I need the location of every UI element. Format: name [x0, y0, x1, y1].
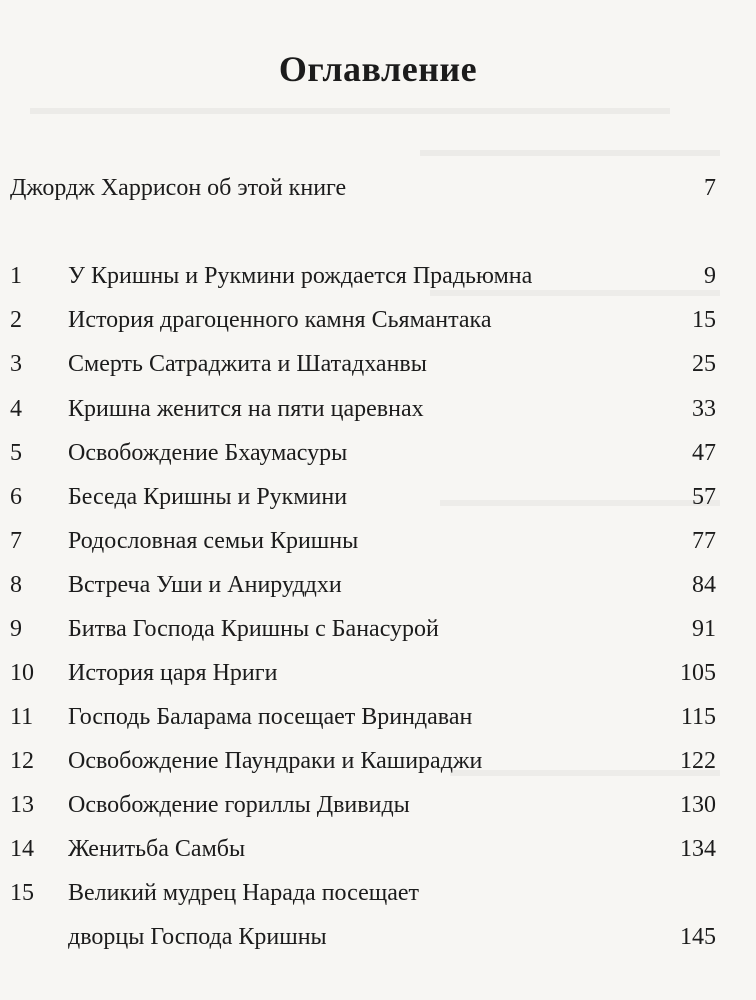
toc-entry-title: Джордж Харрисон об этой книге [10, 175, 347, 201]
toc-entry-number: 15 [10, 880, 34, 906]
toc-entry-number: 8 [10, 572, 22, 598]
toc-entry-number: 9 [10, 616, 22, 642]
toc-row[interactable] [0, 344, 756, 384]
toc-entry-number: 2 [10, 307, 22, 333]
toc-entry-title: Беседа Кришны и Рукмини [68, 484, 348, 510]
toc-entry-title: Освобождение гориллы Двивиды [68, 792, 410, 818]
toc-row[interactable] [0, 389, 756, 429]
toc-entry-title: Освобождение Паундраки и Кашираджи [68, 748, 483, 774]
toc-entry-title: Встреча Уши и Анируддхи [68, 572, 342, 598]
toc-entry-title: Освобождение Бхаумасуры [68, 440, 348, 466]
toc-entry-page: 91 [692, 616, 716, 642]
toc-row[interactable] [0, 785, 756, 825]
toc-entry-number: 4 [10, 396, 22, 422]
toc-entry-number: 10 [10, 660, 34, 686]
toc-entry-number: 11 [10, 704, 34, 730]
toc-row[interactable] [0, 256, 756, 296]
toc-entry-title-continuation: дворцы Господа Кришны [68, 924, 327, 950]
toc-row[interactable] [0, 521, 756, 561]
toc-row-continuation[interactable] [0, 917, 756, 957]
toc-row[interactable] [0, 565, 756, 605]
toc-entry-page: 57 [692, 484, 716, 510]
toc-row[interactable] [0, 697, 756, 737]
toc-entry-page: 25 [692, 351, 716, 377]
toc-row[interactable] [0, 609, 756, 649]
toc-entry-number: 6 [10, 484, 22, 510]
toc-row[interactable] [0, 477, 756, 517]
toc-row[interactable] [0, 433, 756, 473]
toc-entry-number: 5 [10, 440, 22, 466]
toc-entry-page: 33 [692, 396, 716, 422]
toc-row[interactable] [0, 829, 756, 869]
toc-entry-page: 145 [680, 924, 716, 950]
toc-entry-title: История драгоценного камня Сьямантака [68, 307, 492, 333]
toc-row[interactable] [0, 741, 756, 781]
toc-entry-title: Родословная семьи Кришны [68, 528, 359, 554]
toc-entry-title: Женитьба Самбы [68, 836, 246, 862]
toc-entry-page: 7 [704, 175, 716, 201]
page-title: Оглавление [278, 49, 478, 89]
toc-entry-page: 105 [680, 660, 716, 686]
toc-entry-page: 47 [692, 440, 716, 466]
toc-entry-number: 13 [10, 792, 34, 818]
toc-row[interactable] [0, 300, 756, 340]
toc-entry-number: 3 [10, 351, 22, 377]
toc-entry-title: История царя Нриги [68, 660, 278, 686]
toc-entry-page: 77 [692, 528, 716, 554]
toc-entry-page: 15 [692, 307, 716, 333]
toc-entry-page: 134 [680, 836, 716, 862]
toc-entry-number: 14 [10, 836, 34, 862]
toc-entry-page: 130 [680, 792, 716, 818]
toc-entry-page: 122 [680, 748, 716, 774]
toc-entry-page: 115 [680, 704, 716, 730]
toc-entry-title: У Кришны и Рукмини рождается Прадьюмна [68, 263, 533, 289]
toc-intro-row[interactable] [0, 168, 756, 208]
toc-entry-title: Битва Господа Кришны с Банасурой [68, 616, 439, 642]
toc-entry-number: 12 [10, 748, 34, 774]
toc-entry-title: Господь Баларама посещает Вриндаван [68, 704, 473, 730]
toc-entry-number: 7 [10, 528, 22, 554]
toc-entry-page: 84 [692, 572, 716, 598]
toc-row[interactable] [0, 873, 756, 913]
toc-entry-page: 9 [704, 263, 716, 289]
toc-entry-title: Кришна женится на пяти царевнах [68, 396, 424, 422]
toc-entry-number: 1 [10, 263, 22, 289]
toc-row[interactable] [0, 653, 756, 693]
toc-entry-title: Смерть Сатраджита и Шатадханвы [68, 351, 427, 377]
toc-entry-title: Великий мудрец Нарада посещает [68, 880, 420, 906]
